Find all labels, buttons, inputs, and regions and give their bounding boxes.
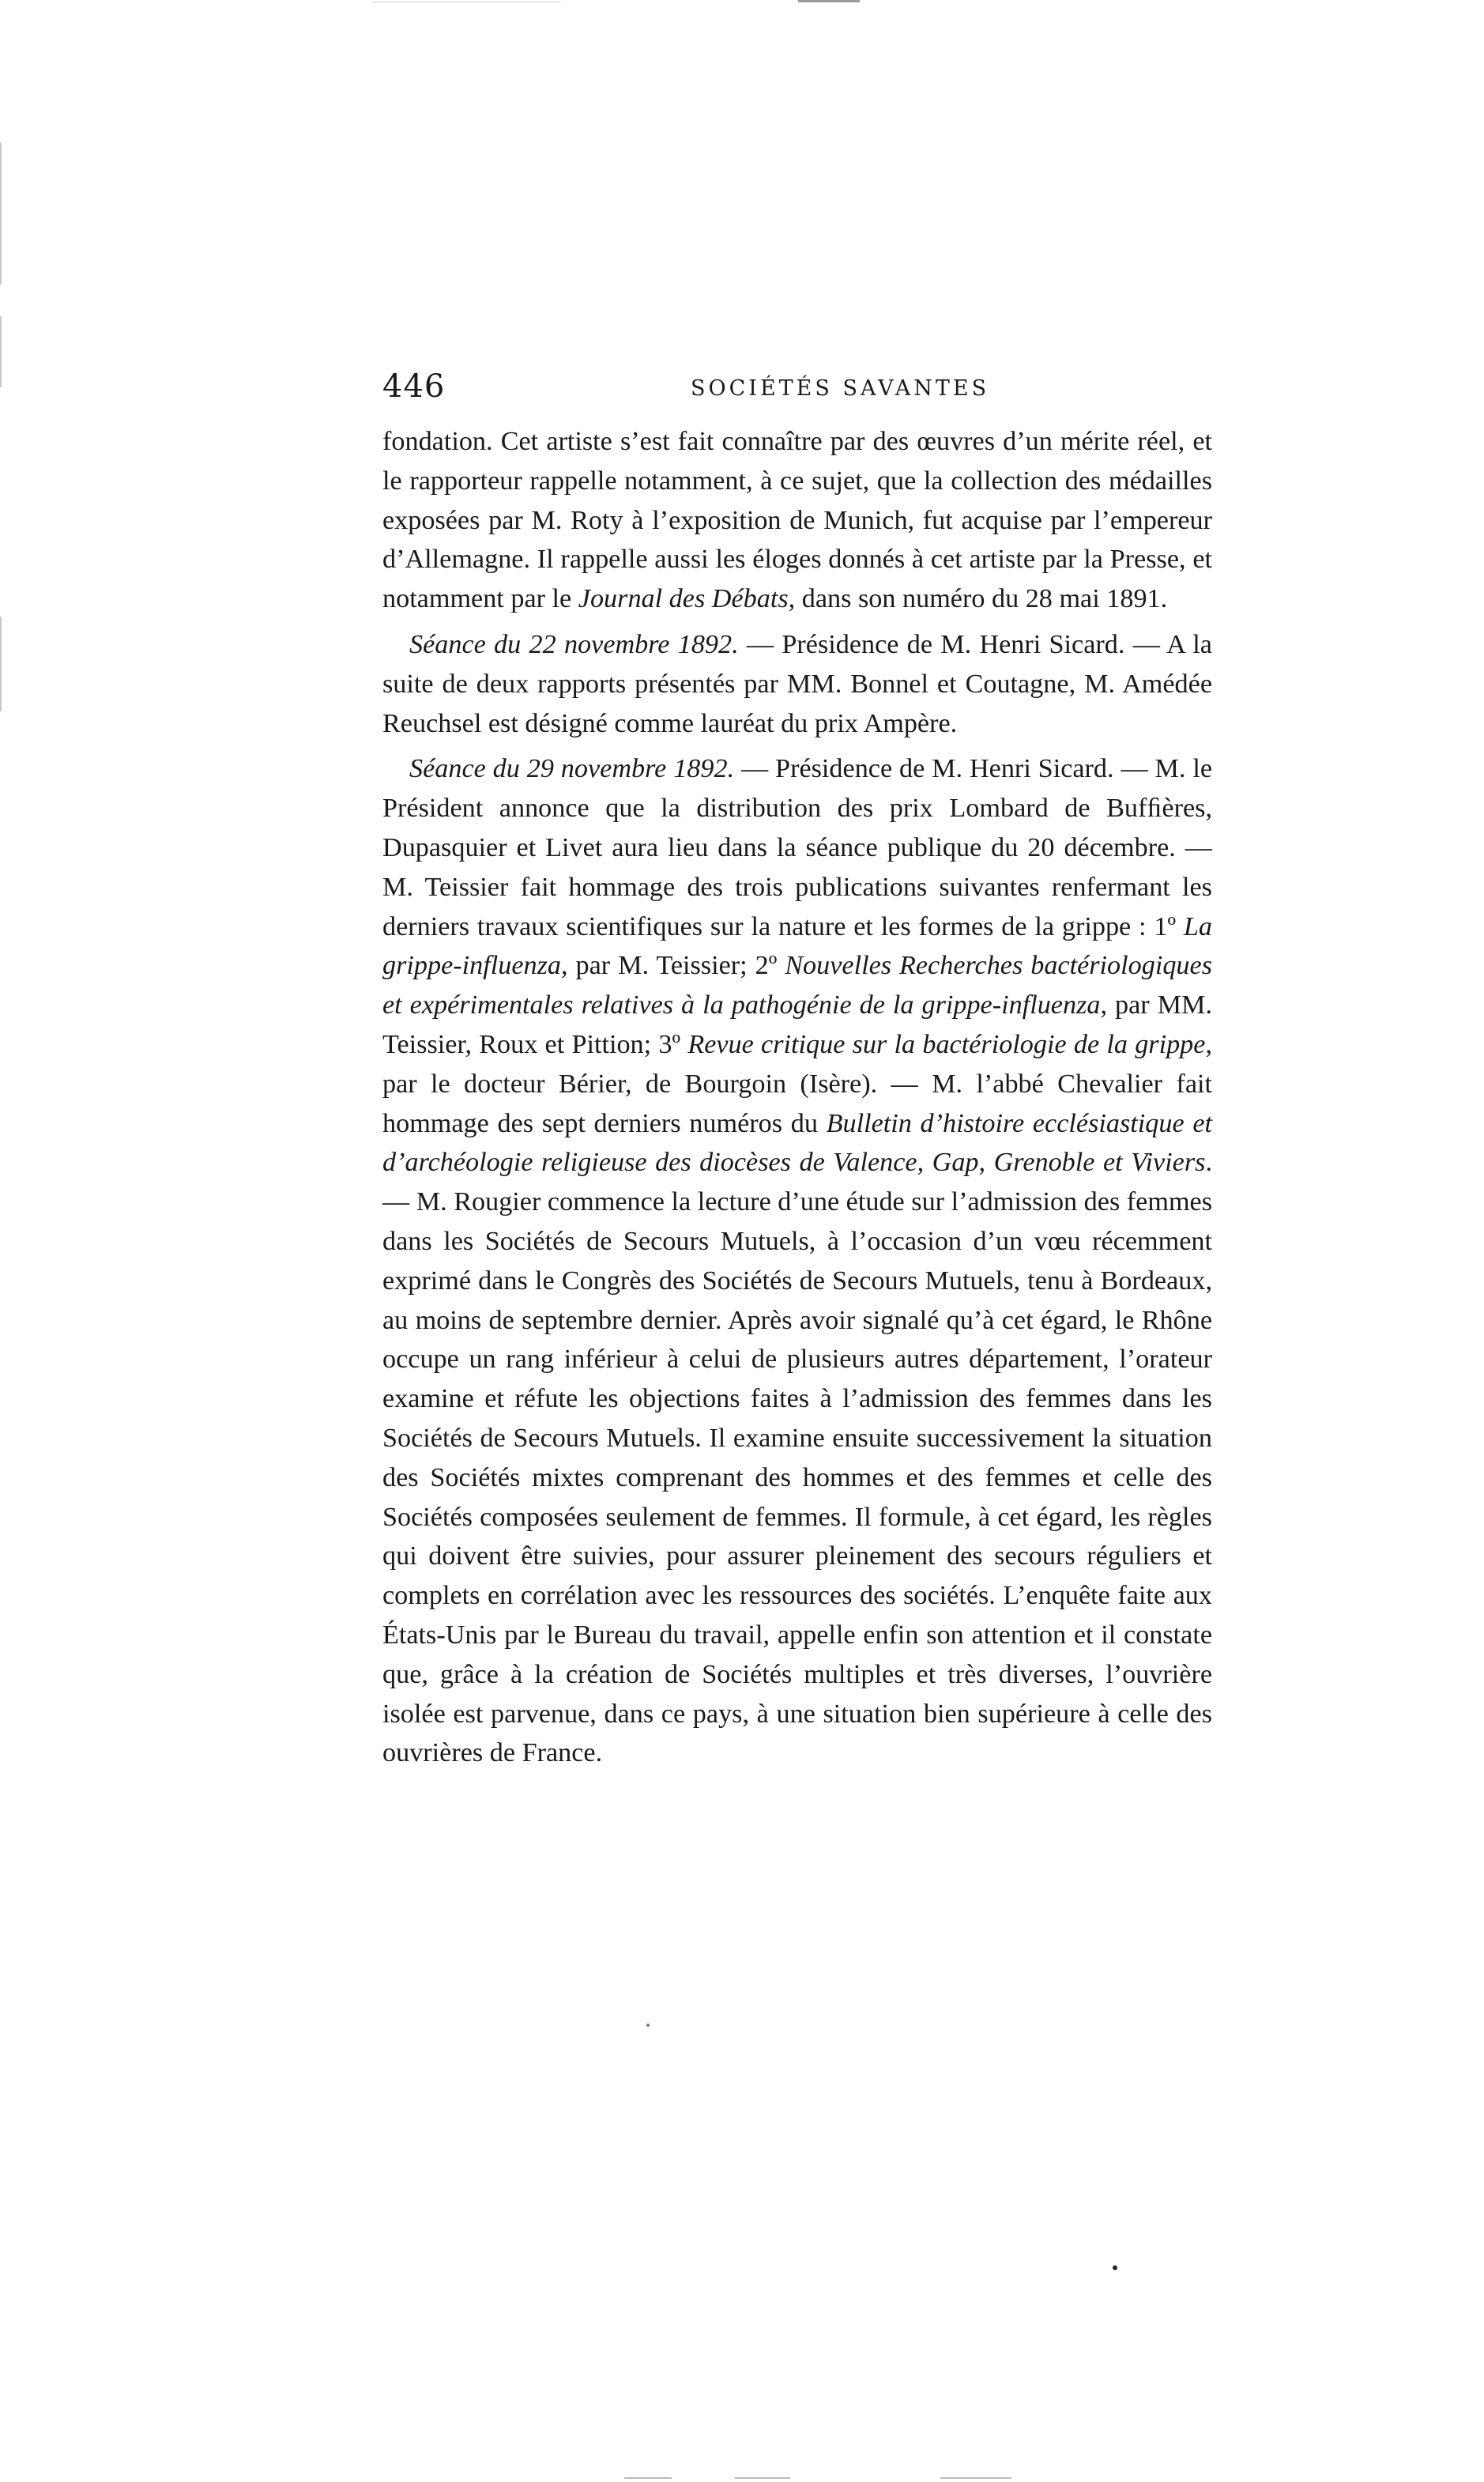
text-segment-italic: Nouvelles Recherches bactériologiques et expérimentales relatives à la pathogénie de la grippe-influenza — [382, 951, 1212, 1020]
scan-artifact-bottom-line — [940, 2477, 1011, 2479]
text-segment-italic: Bulletin d’histoire ecclésiastique et d’archéologie religieuse des diocèses de Valence, Gap, Grenoble et Viviers — [382, 1108, 1212, 1178]
text-segment: , par le docteur Bérier, de Bourgoin (Isère). — M. l’abbé Chevalier fait hommage des sept derniers numéros du — [382, 1029, 1212, 1138]
text-segment-italic: La grippe-influenza — [382, 911, 1212, 981]
text-segment: fondation. Cet artiste s’est fait connaître par des œuvres d’un mérite réel, et le rapporteur rappelle notamment, à ce sujet, que la collection des médailles exposées par M. Roty à l’exposition de Munich, fut acquise par l’empereur d’Allemagne. Il rappelle aussi les éloges donnés à cet artiste par la Presse, et notamment par le — [382, 427, 1212, 614]
seance-heading: Séance du 29 novembre 1892. — [409, 754, 735, 784]
running-title: SOCIÉTÉS SAVANTES — [691, 376, 990, 401]
text-segment: , par MM. Teissier, Roux et Pittion; 3º — [382, 990, 1212, 1059]
scan-artifact-left-edge — [0, 142, 2, 285]
text-segment: , dans son numéro du 28 mai 1891. — [788, 584, 1168, 614]
scan-artifact-dot — [646, 2024, 650, 2027]
scan-artifact-bottom-line — [735, 2477, 790, 2479]
text-segment: . — M. Rougier commence la lecture d’une étude sur l’admission des femmes dans les Sociétés de Secours Mutuels, à l’occasion d’un vœu récemment exprimé dans le Congrès des Sociétés de Secours Mutuels, tenu à Bordeaux, au moins de septembre dernier. Après avoir signalé qu’à cet égard, le Rhône occupe un rang inférieur à celui de plusieurs autres département, l’orateur examine et réfute les objections faites à l’admission des femmes dans les Sociétés de Secours Mutuels. Il examine ensuite successivement la situation des Sociétés mixtes comprenant des hommes et des femmes et celle des Sociétés composées seulement de femmes. Il formule, à cet égard, les règles qui doivent être suivies, pour assurer pleinement des secours réguliers et complets en corrélation avec les ressources des sociétés. L’enquête faite aux États-Unis par le Bureau du travail, appelle enfin son attention et il constate que, grâce à la création de Sociétés multiples et très diverses, l’ouvrière isolée est parvenue, dans ce pays, à une situation bien supérieure à celle des ouvrières de France. — [382, 1148, 1213, 1768]
paragraph-continuation — [382, 422, 1212, 619]
scan-artifact-left-edge — [0, 316, 2, 387]
text-segment: , par M. Teissier; 2º — [561, 951, 785, 981]
scan-artifact-dot — [1113, 2265, 1117, 2270]
scan-artifact-left-edge — [0, 617, 2, 711]
running-head — [382, 365, 1212, 409]
seance-heading: Séance du 22 novembre 1892. — [409, 629, 739, 659]
scan-artifact-bottom-line — [624, 2477, 672, 2479]
scan-artifact-top-line — [798, 0, 860, 2]
text-segment-italic: Revue critique sur la bactériologie de la grippe — [687, 1029, 1206, 1059]
text-segment-italic: Journal des Débats — [578, 584, 789, 614]
text-segment: — Présidence de M. Henri Sicard. — A la suite de deux rapports présentés par MM. Bonnel et Coutagne, M. Amédée Reuchsel est désigné comme lauréat du prix Ampère. — [382, 629, 1212, 738]
page-number: 446 — [382, 368, 446, 405]
body-text — [382, 422, 1212, 1779]
text-segment: — Présidence de M. Henri Sicard. — M. le Président annonce que la distribution des prix Lombard de Bufﬁères, Dupasquier et Livet aura lieu dans la séance publique du 20 décembre. — M. Teissier fait hommage des trois publications suivantes renfermant les derniers travaux scientifiques sur la nature et les formes de la grippe : 1º — [382, 754, 1212, 941]
paragraph-seance-22-novembre — [382, 625, 1212, 743]
paragraph-seance-29-novembre — [382, 749, 1212, 1773]
